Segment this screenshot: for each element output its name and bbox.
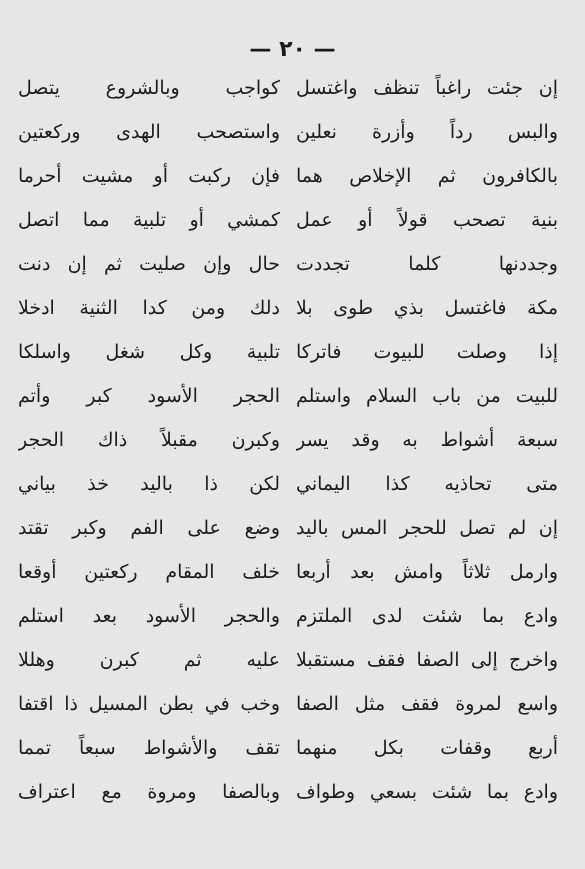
verse-line <box>0 374 585 418</box>
verse-line <box>0 198 585 242</box>
verse-first-hemistich: واخرج إلى الصفا فقف مستقبلا <box>296 649 558 671</box>
verse-first-hemistich: للبيت من باب السلام واستلم <box>296 385 558 407</box>
verse-second-hemistich: عليه ثم كبرن وهللا <box>18 649 280 671</box>
verse-line <box>0 462 585 506</box>
verse-line <box>0 550 585 594</box>
verse-second-hemistich: تلبية وكل شغل واسلكا <box>18 341 280 363</box>
verse-first-hemistich: أربع وقفات بكل منهما <box>296 737 558 759</box>
verse-line <box>0 66 585 110</box>
verse-first-hemistich: متى تحاذيه كذا اليماني <box>296 473 558 495</box>
verse-second-hemistich: كمشي أو تلبية مما اتصل <box>18 209 280 231</box>
verse-line <box>0 330 585 374</box>
verse-line <box>0 638 585 682</box>
verse-first-hemistich: سبعة أشواط به وقد يسر <box>296 429 558 451</box>
page-number: — ٢٠ — <box>249 36 336 62</box>
verse-line <box>0 110 585 154</box>
verse-first-hemistich: إذا وصلت للبيوت فاتركا <box>296 341 558 363</box>
verse-first-hemistich: إن جئت راغباً تنظف واغتسل <box>296 77 558 99</box>
verse-first-hemistich: واسع لمروة فقف مثل الصفا <box>296 693 558 715</box>
verse-first-hemistich: والبس رداً وأزرة نعلين <box>296 121 558 143</box>
verse-first-hemistich: بالكافرون ثم الإخلاص هما <box>296 165 558 187</box>
verse-second-hemistich: لكن ذا باليد خذ بياني <box>18 473 280 495</box>
verse-first-hemistich: وادع بما شئت بسعي وطواف <box>296 781 558 803</box>
verse-second-hemistich: خلف المقام ركعتين أوقعا <box>18 561 280 583</box>
verse-second-hemistich: كواجب وبالشروع يتصل <box>18 77 280 99</box>
verse-second-hemistich: وبالصفا ومروة مع اعتراف <box>18 781 280 803</box>
verse-second-hemistich: دلك ومن كدا الثنية ادخلا <box>18 297 280 319</box>
verse-second-hemistich: تقف والأشواط سبعاً تمما <box>18 737 280 759</box>
verse-first-hemistich: وادع بما شئت لدى الملتزم <box>296 605 558 627</box>
verse-second-hemistich: وخب في بطن المسيل ذا اقتفا <box>18 693 280 715</box>
verse-line <box>0 154 585 198</box>
verse-line <box>0 506 585 550</box>
verse-second-hemistich: حال وإن صليت ثم إن دنت <box>18 253 280 275</box>
verse-first-hemistich: إن لم تصل للحجر المس باليد <box>296 517 558 539</box>
verse-line <box>0 242 585 286</box>
verse-line <box>0 418 585 462</box>
verse-line <box>0 594 585 638</box>
verse-second-hemistich: واستصحب الهدى وركعتين <box>18 121 280 143</box>
verse-first-hemistich: مكة فاغتسل بذي طوى بلا <box>296 297 558 319</box>
verse-first-hemistich: بنية تصحب قولاً أو عمل <box>296 209 558 231</box>
verse-second-hemistich: والحجر الأسود بعد استلم <box>18 605 280 627</box>
verse-line <box>0 682 585 726</box>
poem-verses <box>0 66 585 826</box>
verse-second-hemistich: الحجر الأسود كبر وأتم <box>18 385 280 407</box>
verse-second-hemistich: وضع على الفم وكبر تقتد <box>18 517 280 539</box>
verse-line <box>0 726 585 770</box>
verse-line <box>0 286 585 330</box>
verse-second-hemistich: وكبرن مقبلاً ذاك الحجر <box>18 429 280 451</box>
verse-line <box>0 770 585 814</box>
verse-second-hemistich: فإن ركبت أو مشيت أحرما <box>18 165 280 187</box>
verse-first-hemistich: وارمل ثلاثاً وامش بعد أربعا <box>296 561 558 583</box>
page-header <box>0 34 585 64</box>
verse-first-hemistich: وجددنها كلما تجددت <box>296 253 558 275</box>
